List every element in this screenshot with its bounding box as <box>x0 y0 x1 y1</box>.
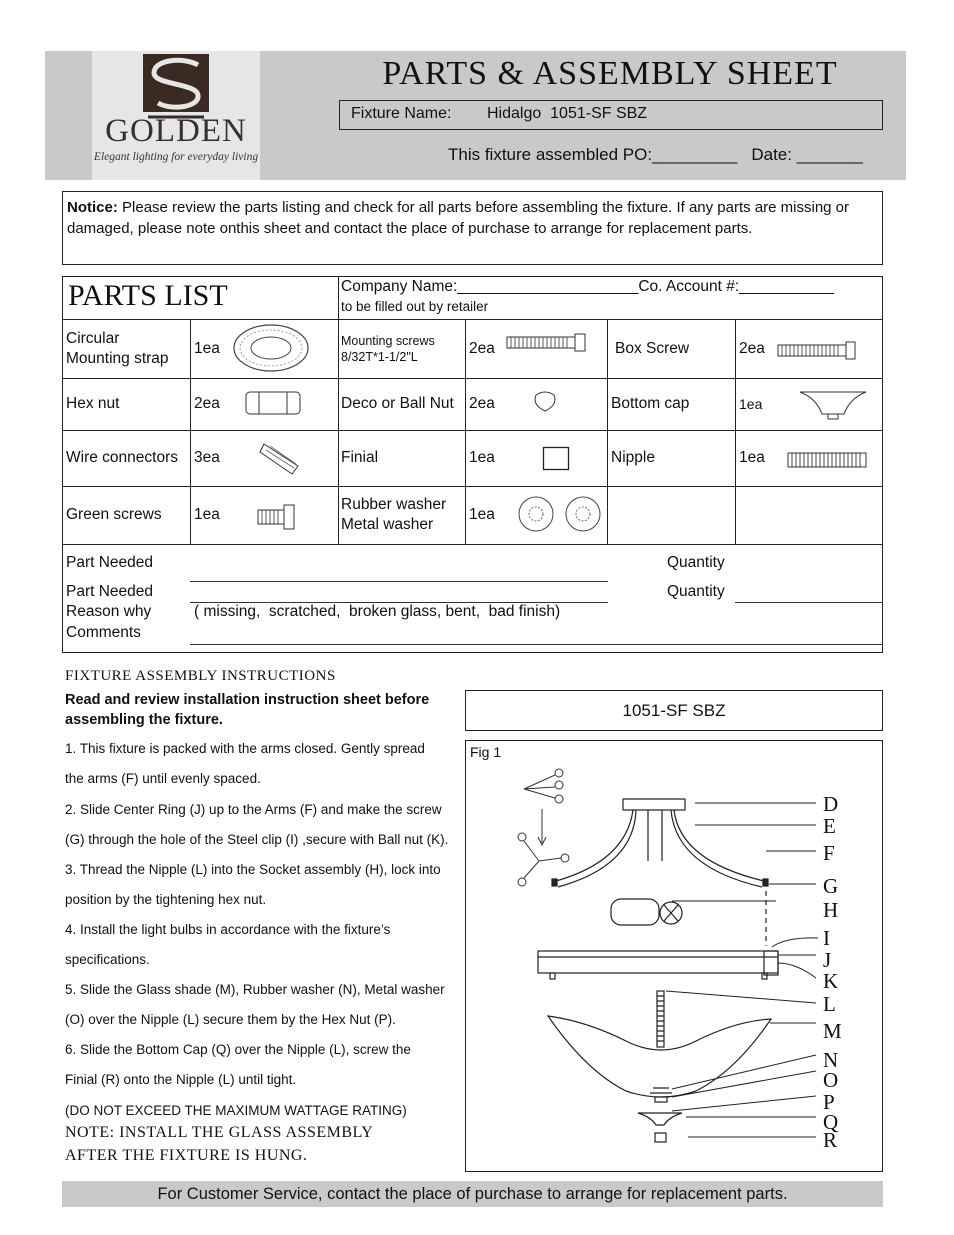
instructions-intro: Read and review installation instruction sheet before assembling the fixture. <box>65 692 430 728</box>
figure-label: Fig 1 <box>470 744 502 760</box>
part-name-mounting-screws: Mounting screws 8/32T*1-1/2"L <box>341 333 435 364</box>
brand-name: GOLDEN <box>105 113 247 149</box>
row-divider <box>62 544 883 545</box>
notice-label: Notice: <box>67 199 118 216</box>
part-name-green-screws: Green screws <box>66 506 162 523</box>
hex-nut-icon <box>244 390 302 421</box>
instruction-line: position by the tightening hex nut. <box>65 892 267 907</box>
part-letter: D <box>823 792 839 816</box>
comments-label: Comments <box>66 624 141 641</box>
fixture-name-value: Hidalgo 1051-SF SBZ <box>487 105 648 122</box>
part-qty: 2ea <box>739 339 765 357</box>
brand-tagline: Elegant lighting for everyday living <box>93 151 259 163</box>
part-qty: 1ea <box>469 449 495 466</box>
notice-box <box>62 191 883 265</box>
part-needed-label: Part Needed <box>66 554 154 571</box>
part-name-ball-nut: Deco or Ball Nut <box>341 395 454 412</box>
part-qty: 1ea <box>739 449 765 466</box>
part-letter: H <box>823 898 839 922</box>
wire-connector-icon <box>258 438 304 483</box>
assembly-diagram <box>466 741 880 1169</box>
part-letter: N <box>823 1048 839 1072</box>
nipple-icon <box>786 450 870 475</box>
instruction-line: 1. This fixture is packed with the arms closed. Gently spread <box>65 741 425 756</box>
washer-icon <box>516 495 604 538</box>
part-name-wire-connectors: Wire connectors <box>66 449 178 466</box>
part-qty: 2ea <box>469 395 495 412</box>
col-divider <box>465 319 466 544</box>
part-letter: R <box>823 1128 838 1152</box>
part-letter: J <box>823 948 832 972</box>
model-label: 1051-SF SBZ <box>622 700 726 720</box>
part-qty: 1ea <box>739 396 763 412</box>
quantity-label: Quantity <box>667 554 725 571</box>
footer-band <box>62 1181 883 1207</box>
footer-text: For Customer Service, contact the place of purchase to arrange for replacement parts. <box>157 1184 788 1203</box>
part-letter: Q <box>823 1110 839 1134</box>
instruction-line: 6. Slide the Bottom Cap (Q) over the Nipple (L), screw the <box>65 1042 411 1057</box>
part-needed-label: Part Needed <box>66 583 154 600</box>
part-name-nipple: Nipple <box>611 449 655 466</box>
model-box <box>465 690 883 731</box>
part-qty: 2ea <box>194 395 220 412</box>
figure-box <box>465 740 883 1172</box>
fixture-name-label: Fixture Name: <box>351 105 452 122</box>
finial-icon <box>542 446 570 477</box>
col-divider <box>735 319 736 544</box>
fixture-name-box <box>339 100 883 130</box>
reason-label: Reason why <box>66 603 152 620</box>
reason-text: ( missing, scratched, broken glass, bent, bad finish) <box>194 603 561 620</box>
part-name-hex-nut: Hex nut <box>66 395 120 412</box>
part-letter: I <box>823 926 830 950</box>
quantity-field[interactable] <box>735 602 883 603</box>
part-letter: G <box>823 874 839 898</box>
page-title: PARTS & ASSEMBLY SHEET <box>382 55 838 92</box>
note-line-1: NOTE: INSTALL THE GLASS ASSEMBLY <box>65 1124 374 1141</box>
part-letter: M <box>823 1019 842 1043</box>
part-name-finial: Finial <box>341 449 379 466</box>
notice-text: Please review the parts listing and check for all parts before assembling the fixture. If any parts are missing or damaged, please note onthis sheet and contact the place of purchase to arrange for replacement parts. <box>67 199 850 237</box>
company-name-line: Company Name:_____________________Co. Account #:___________ <box>341 278 834 295</box>
part-letter: O <box>823 1068 839 1092</box>
bottom-cap-icon <box>798 388 868 427</box>
part-letter: E <box>823 814 836 838</box>
part-letter: L <box>823 992 836 1016</box>
instruction-line: 4. Install the light bulbs in accordance with the fixture’s <box>65 922 391 937</box>
part-name-mounting-strap: Circular Mounting strap <box>66 329 169 367</box>
instructions-title: FIXTURE ASSEMBLY INSTRUCTIONS <box>65 668 336 684</box>
parts-list-title: PARTS LIST <box>68 279 228 312</box>
part-qty: 1ea <box>194 506 220 523</box>
instruction-line: 2. Slide Center Ring (J) up to the Arms (F) and make the screw <box>65 802 442 817</box>
part-qty: 1ea <box>194 339 220 357</box>
instruction-line: 3. Thread the Nipple (L) into the Socket assembly (H), lock into <box>65 862 441 877</box>
quantity-label: Quantity <box>667 583 725 600</box>
instruction-line: 5. Slide the Glass shade (M), Rubber washer (N), Metal washer <box>65 982 445 997</box>
green-screw-icon <box>256 503 298 538</box>
instruction-line: (O) over the Nipple (L) secure them by the Hex Nut (P). <box>65 1012 396 1027</box>
mounting-screw-icon <box>505 333 589 358</box>
instruction-line: Finial (R) onto the Nipple (L) until tight. <box>65 1072 297 1087</box>
part-letter: K <box>823 969 839 993</box>
part-qty: 2ea <box>469 339 495 357</box>
part-letter: F <box>823 841 835 865</box>
box-screw-icon <box>776 341 858 366</box>
mounting-strap-icon <box>232 322 310 379</box>
col-divider <box>607 319 608 544</box>
part-needed-field[interactable] <box>190 581 608 582</box>
ball-nut-icon <box>532 391 558 418</box>
wattage-warning: (DO NOT EXCEED THE MAXIMUM WATTAGE RATING) <box>65 1103 407 1118</box>
brand-logo <box>92 51 260 180</box>
instruction-line: (G) through the hole of the Steel clip (I) ,secure with Ball nut (K). <box>65 832 449 847</box>
note-line-2: AFTER THE FIXTURE IS HUNG. <box>65 1147 308 1164</box>
col-divider <box>338 276 339 544</box>
part-name-bottom-cap: Bottom cap <box>611 395 690 412</box>
comments-field[interactable] <box>190 644 883 645</box>
part-name-washers: Rubber washer Metal washer <box>341 496 447 533</box>
part-qty: 3ea <box>194 449 220 466</box>
part-qty: 1ea <box>469 506 495 523</box>
part-name-box-screw: Box Screw <box>615 339 690 357</box>
part-letter: P <box>823 1090 835 1114</box>
instruction-line: specifications. <box>65 952 150 967</box>
po-date-line: This fixture assembled PO:_________ Date: _______ <box>448 145 863 164</box>
retailer-note: to be filled out by retailer <box>341 299 489 314</box>
instruction-line: the arms (F) until evenly spaced. <box>65 771 261 786</box>
